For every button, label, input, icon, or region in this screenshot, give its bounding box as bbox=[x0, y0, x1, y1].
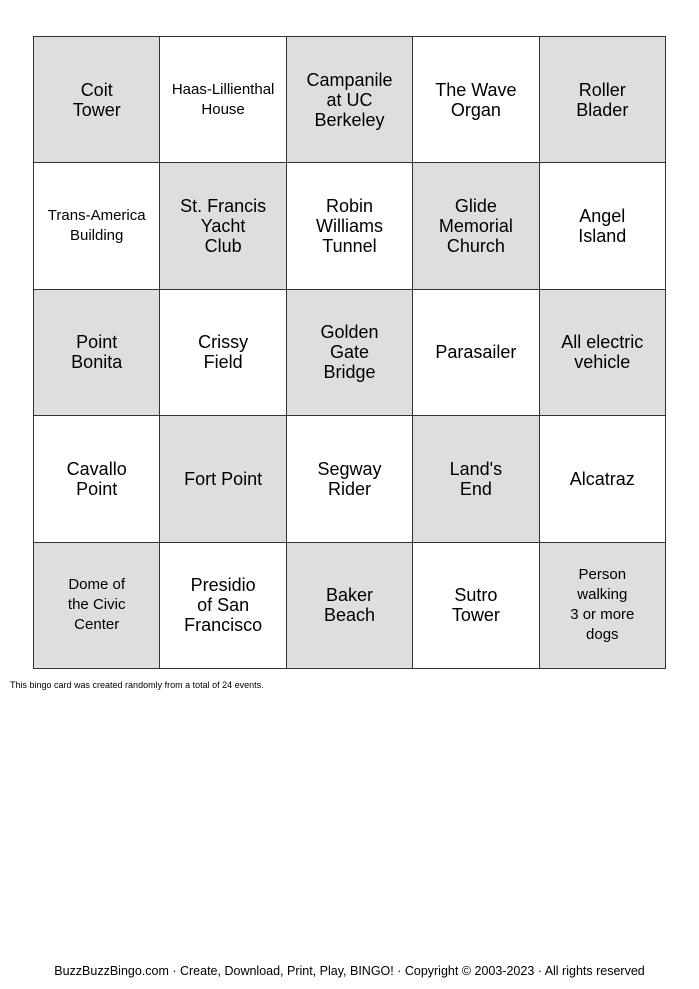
bingo-cell-label: Angel Island bbox=[578, 206, 627, 247]
bingo-cell-label: Campanile at UC Berkeley bbox=[306, 69, 393, 130]
bingo-cell-label: Person walking 3 or more dogs bbox=[570, 566, 635, 644]
bingo-cell-label: Crissy Field bbox=[198, 332, 249, 373]
bingo-cell bbox=[160, 416, 286, 542]
bingo-cell bbox=[34, 37, 160, 163]
bingo-cell-label: Trans-America Building bbox=[47, 207, 146, 245]
bingo-cell-label: Alcatraz bbox=[569, 468, 635, 489]
bingo-cell-label: Sutro Tower bbox=[451, 585, 500, 626]
generation-note: This bingo card was created randomly from a total of 24 events. bbox=[10, 680, 264, 690]
bingo-cell-label: Parasailer bbox=[435, 342, 517, 363]
bingo-cell-label: Glide Memorial Church bbox=[438, 196, 513, 257]
bingo-cell bbox=[287, 37, 413, 163]
footer: BuzzBuzzBingo.com · Create, Download, Print, Play, BINGO! · Copyright © 2003-2023 · All rights reserved bbox=[54, 964, 645, 978]
bingo-cell bbox=[413, 416, 539, 542]
bingo-cell bbox=[287, 416, 413, 542]
bingo-cell bbox=[540, 290, 666, 416]
bingo-cell-label: Fort Point bbox=[184, 468, 263, 489]
bingo-cell bbox=[287, 290, 413, 416]
bingo-cell bbox=[160, 543, 286, 669]
bingo-cell-label: Baker Beach bbox=[323, 585, 376, 626]
bingo-cell bbox=[160, 290, 286, 416]
bingo-cell bbox=[34, 163, 160, 289]
bingo-cell-label: Dome of the Civic Center bbox=[67, 576, 126, 634]
bingo-cell-label: St. Francis Yacht Club bbox=[180, 196, 267, 257]
bingo-cell-label: Haas-Lillienthal House bbox=[171, 80, 275, 118]
bingo-cell bbox=[287, 543, 413, 669]
bingo-cell bbox=[287, 163, 413, 289]
bingo-cell bbox=[34, 543, 160, 669]
bingo-cell bbox=[413, 290, 539, 416]
bingo-cell bbox=[34, 290, 160, 416]
bingo-cell bbox=[540, 163, 666, 289]
bingo-cell-label: Golden Gate Bridge bbox=[320, 322, 379, 383]
bingo-cell-label: Land's End bbox=[449, 458, 503, 499]
bingo-cell bbox=[413, 163, 539, 289]
bingo-cell bbox=[413, 37, 539, 163]
bingo-cell-label: Segway Rider bbox=[317, 458, 382, 499]
bingo-card bbox=[33, 36, 666, 669]
bingo-cell bbox=[540, 37, 666, 163]
bingo-cell-label: All electric vehicle bbox=[561, 332, 644, 373]
bingo-cell bbox=[413, 543, 539, 669]
bingo-cell-label: Presidio of San Francisco bbox=[184, 575, 263, 636]
bingo-cell-label: Cavallo Point bbox=[66, 458, 127, 499]
bingo-cell-label: Point Bonita bbox=[71, 332, 123, 373]
bingo-cell bbox=[540, 416, 666, 542]
bingo-cell bbox=[160, 37, 286, 163]
bingo-cell bbox=[34, 416, 160, 542]
bingo-cell-label: Robin Williams Tunnel bbox=[315, 196, 383, 257]
bingo-cell-label: Coit Tower bbox=[72, 79, 121, 120]
bingo-cell-label: The Wave Organ bbox=[435, 79, 517, 120]
bingo-cell-label: Roller Blader bbox=[576, 79, 629, 120]
bingo-cell bbox=[540, 543, 666, 669]
bingo-cell bbox=[160, 163, 286, 289]
